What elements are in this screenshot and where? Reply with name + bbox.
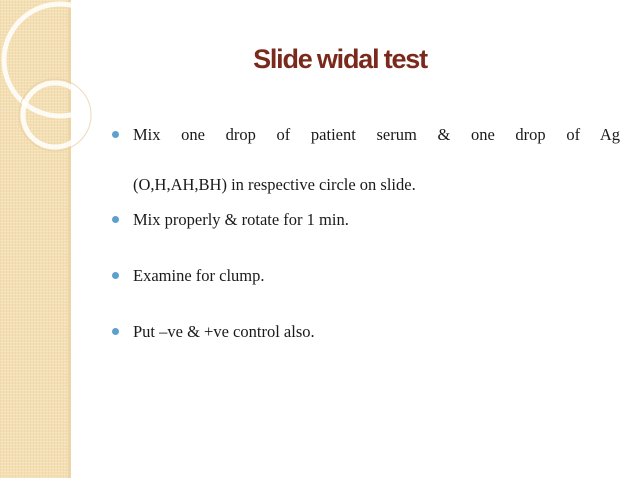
bullet-text-line: (O,H,AH,BH) in respective circle on slide. [133,175,416,194]
bullet-icon [112,216,120,224]
bullet-text: Examine for clump. [133,266,265,285]
bullet-icon [112,272,120,280]
bullet-list [110,120,620,378]
bullet-item [110,210,620,230]
bullet-icon [112,131,120,139]
bullet-item [110,266,620,286]
slide-title: Slide widal test [253,44,427,74]
decorative-circles [0,0,120,200]
bullet-item [110,120,620,200]
bullet-text-line: Mix one drop of patient serum & one drop of Ag [133,125,620,144]
bullet-icon [112,328,120,336]
bullet-item [110,322,620,342]
bullet-text: Mix properly & rotate for 1 min. [133,210,349,229]
bullet-text: Put –ve & +ve control also. [133,322,315,341]
